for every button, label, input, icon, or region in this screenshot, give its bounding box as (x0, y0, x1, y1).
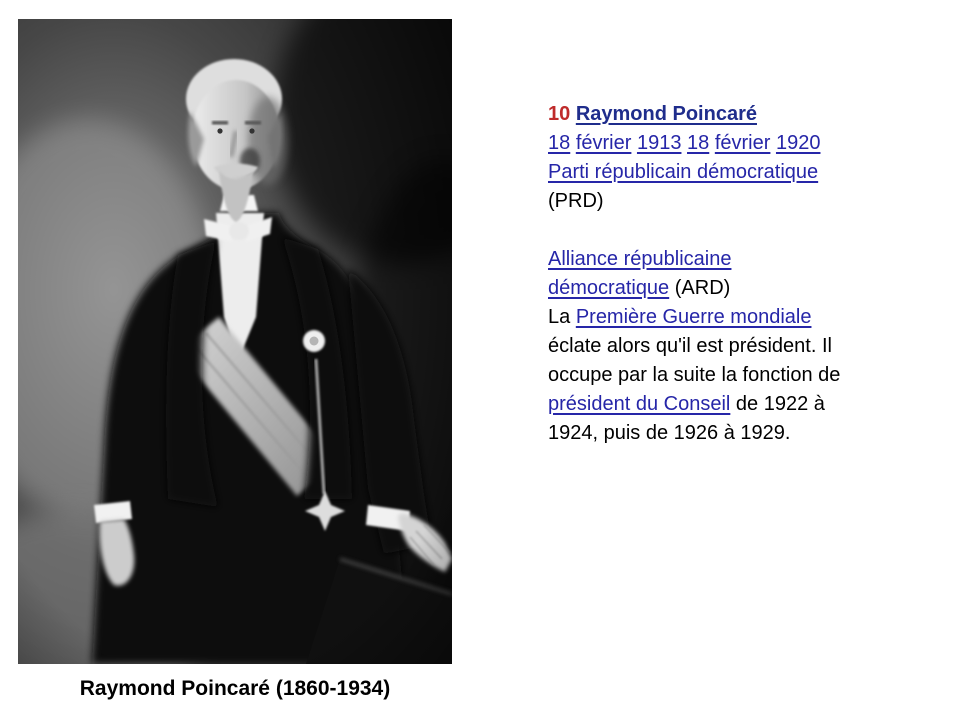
text-line (548, 303, 893, 332)
text-link[interactable]: Première Guerre mondiale (575, 306, 812, 328)
text-line (548, 100, 893, 129)
text-run: occupe par la suite la fonction de (548, 364, 841, 386)
text-run: 1924, puis de 1926 à 1929. (548, 422, 791, 444)
text-line (548, 332, 893, 361)
entry-number: 10 (548, 103, 576, 125)
text-line (548, 390, 893, 419)
text-run: (PRD) (548, 190, 604, 212)
text-line (548, 361, 893, 390)
portrait-illustration (18, 19, 452, 664)
text-run: (ARD) (669, 277, 731, 299)
text-link[interactable]: 1913 (636, 132, 682, 154)
text-line (548, 187, 893, 216)
text-line (548, 245, 893, 274)
text-link[interactable]: Raymond Poincaré (575, 103, 757, 125)
text-link[interactable]: président du Conseil (548, 393, 731, 415)
photo-caption: Raymond Poincaré (1860-1934) (79, 677, 391, 700)
text-line (548, 419, 893, 448)
text-link[interactable]: 1920 (775, 132, 821, 154)
text-line (548, 274, 893, 303)
text-link[interactable]: démocratique (548, 277, 670, 299)
text-link[interactable]: février (575, 132, 632, 154)
text-link[interactable]: 18 (548, 132, 571, 154)
text-link[interactable]: Parti républicain démocratique (548, 161, 819, 183)
text-run: La (548, 306, 576, 328)
text-link[interactable]: février (714, 132, 771, 154)
text-line (548, 158, 893, 187)
text-line (548, 216, 893, 245)
poincare-portrait-photo (18, 19, 452, 664)
text-run: éclate alors qu'il est président. Il (548, 335, 832, 357)
text-run: de 1922 à (730, 393, 825, 415)
text-link[interactable]: 18 (687, 132, 710, 154)
info-text-block (548, 100, 893, 448)
text-line (548, 129, 893, 158)
text-link[interactable]: Alliance républicaine (548, 248, 732, 270)
